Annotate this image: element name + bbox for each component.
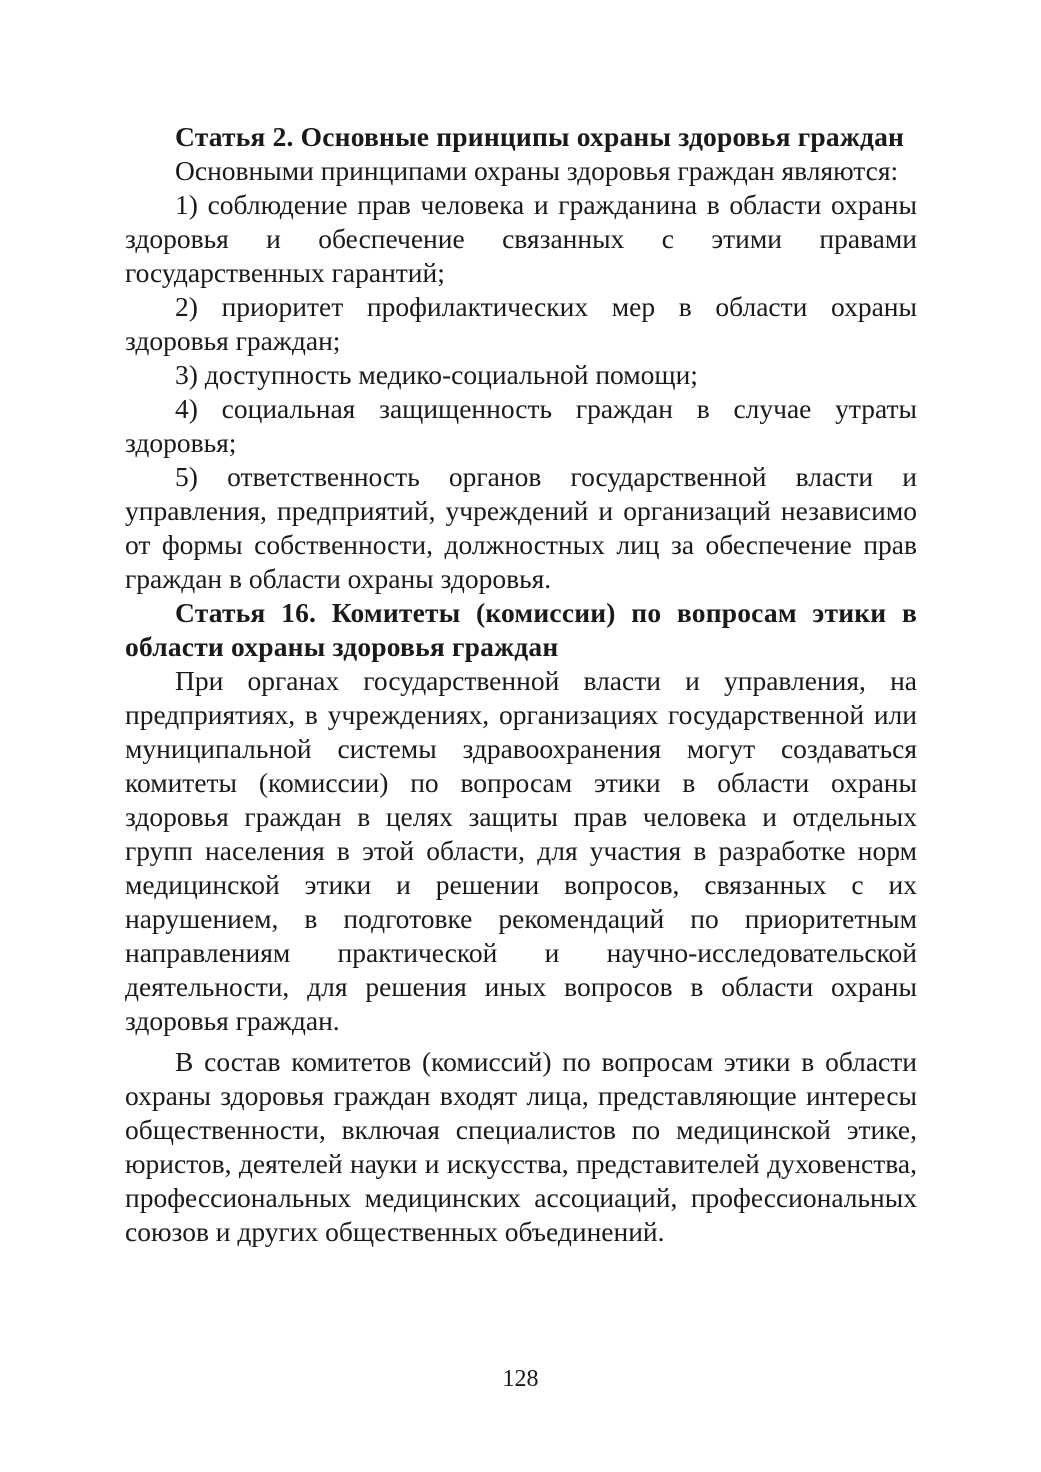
- article-2-heading: Статья 2. Основные принципы охраны здоровья граждан: [175, 121, 905, 152]
- page-number: 128: [502, 1366, 539, 1392]
- article-16-heading: Статья 16. Комитеты (комиссии) по вопросам этики в области охраны здоровья граждан: [125, 597, 917, 662]
- article-16-paragraph-2: В состав комитетов (комиссий) по вопросам этики в области охраны здоровья граждан входят лица, представляющие интересы общественности, включая специалистов по медицинской этике, юристов, деятелей науки и искусства, представителей духовенства, профессиональных медицинских ассоциаций, профессиональных союзов и других общественных объединений.: [125, 1046, 917, 1247]
- article-2-item-1: 1) соблюдение прав человека и гражданина в области охраны здоровья и обеспечение связанных с этими правами государственных гарантий;: [125, 189, 917, 288]
- article-2-item-2: 2) приоритет профилактических мер в области охраны здоровья граждан;: [125, 291, 917, 356]
- article-2-item-3: 3) доступность медико-социальной помощи;: [175, 359, 698, 390]
- article-2-item-4: 4) социальная защищенность граждан в случае утраты здоровья;: [125, 393, 917, 458]
- page-body: [125, 120, 917, 1249]
- article-16-paragraph-1: При органах государственной власти и управления, на предприятиях, в учреждениях, организациях государственной или муниципальной системы здравоохранения могут создаваться комитеты (комиссии) по вопросам этики в области охраны здоровья граждан в целях защиты прав человека и отдельных групп населения в этой области, для участия в разработке норм медицинской этики и решении вопросов, связанных с их нарушением, в подготовке рекомендаций по приоритетным направлениям практической и научно-исследовательской деятельности, для решения иных вопросов в области охраны здоровья граждан.: [125, 665, 917, 1036]
- article-2-intro: Основными принципами охраны здоровья граждан являются:: [175, 155, 899, 186]
- article-2-item-5: 5) ответственность органов государственной власти и управления, предприятий, учреждений и организаций независимо от формы собственности, должностных лиц за обеспечение прав граждан в области охраны здоровья.: [125, 461, 917, 594]
